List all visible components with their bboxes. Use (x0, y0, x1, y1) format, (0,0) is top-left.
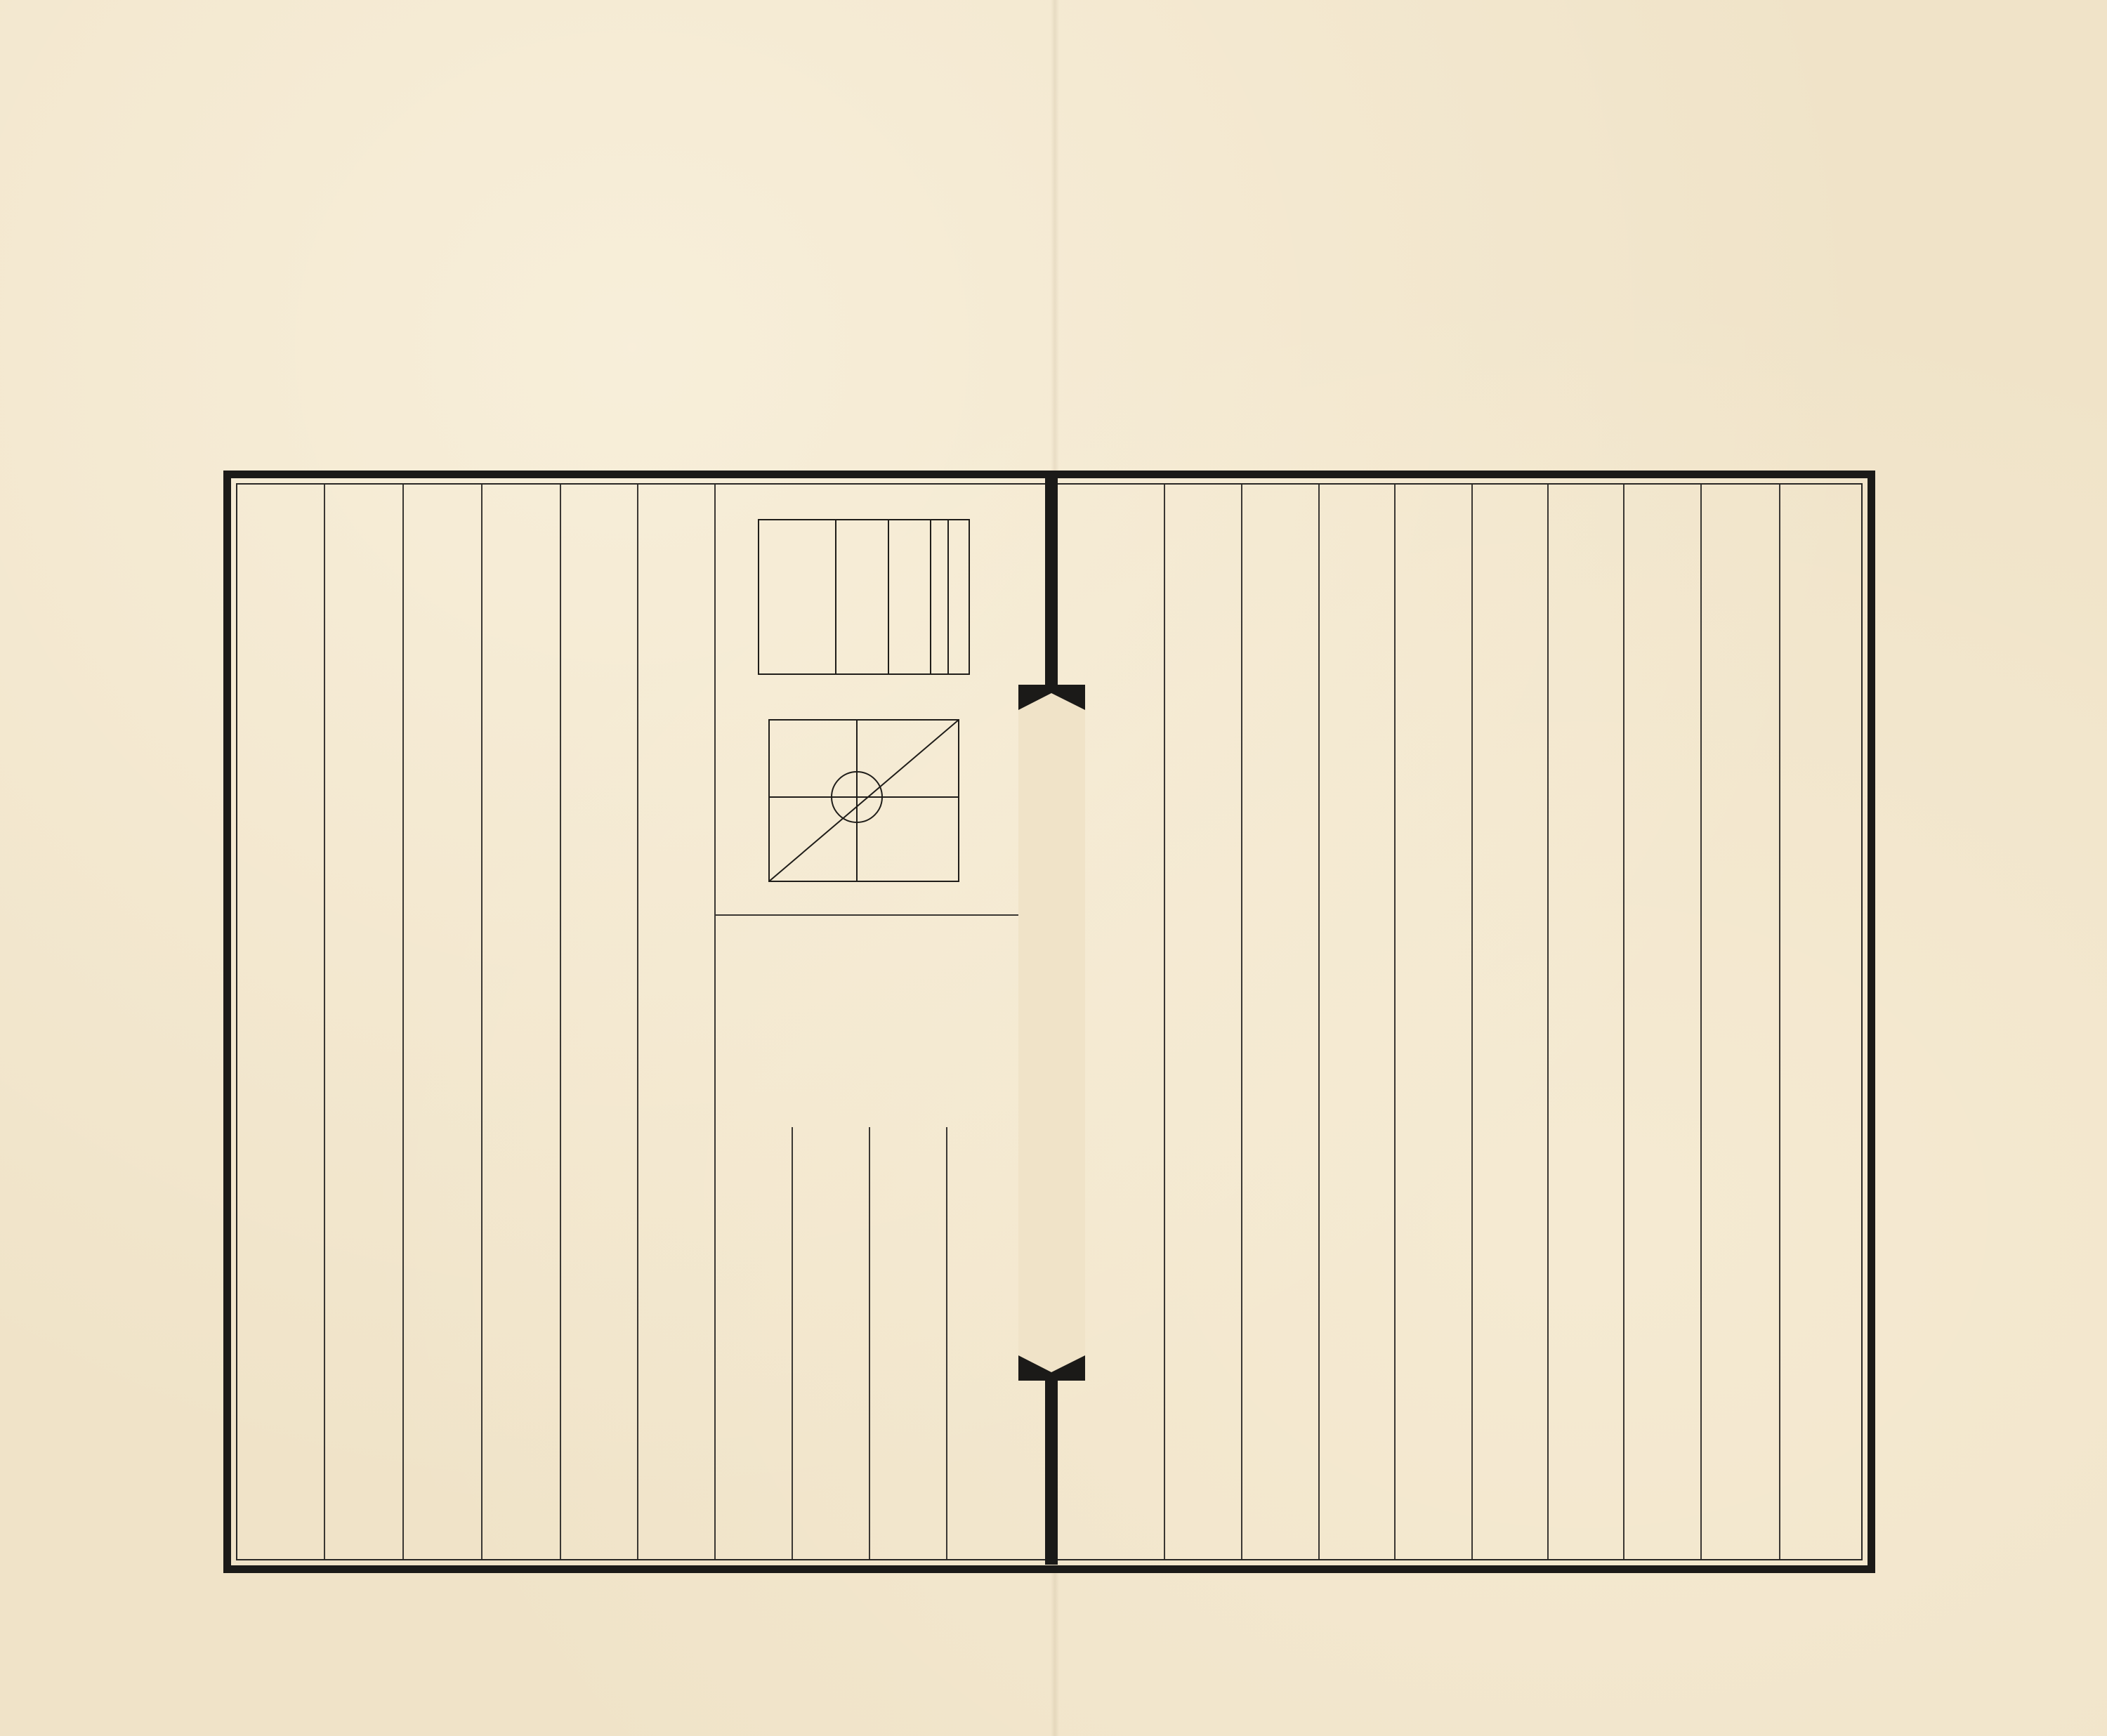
column-rule (1318, 485, 1320, 1559)
column-rule (946, 1127, 947, 1559)
square-figure (769, 720, 959, 881)
column-rule (324, 485, 325, 1559)
column-rule (792, 1127, 793, 1559)
column-rule (1700, 485, 1702, 1559)
column-rule (402, 485, 404, 1559)
column-rule (560, 485, 561, 1559)
fishtail-bottom-icon (1018, 1355, 1085, 1381)
column-rule (1241, 485, 1242, 1559)
column-rule (1779, 485, 1780, 1559)
column-rule (637, 485, 638, 1559)
column-rule (481, 485, 483, 1559)
column-rule (1394, 485, 1396, 1559)
geometry-figures (716, 488, 1039, 916)
column-rule (869, 1127, 870, 1559)
column-rule (1547, 485, 1549, 1559)
column-rule (714, 485, 716, 1559)
column-rule (1471, 485, 1473, 1559)
rectangle-figure (759, 520, 969, 674)
column-rule (1164, 485, 1165, 1559)
column-rule (1623, 485, 1624, 1559)
